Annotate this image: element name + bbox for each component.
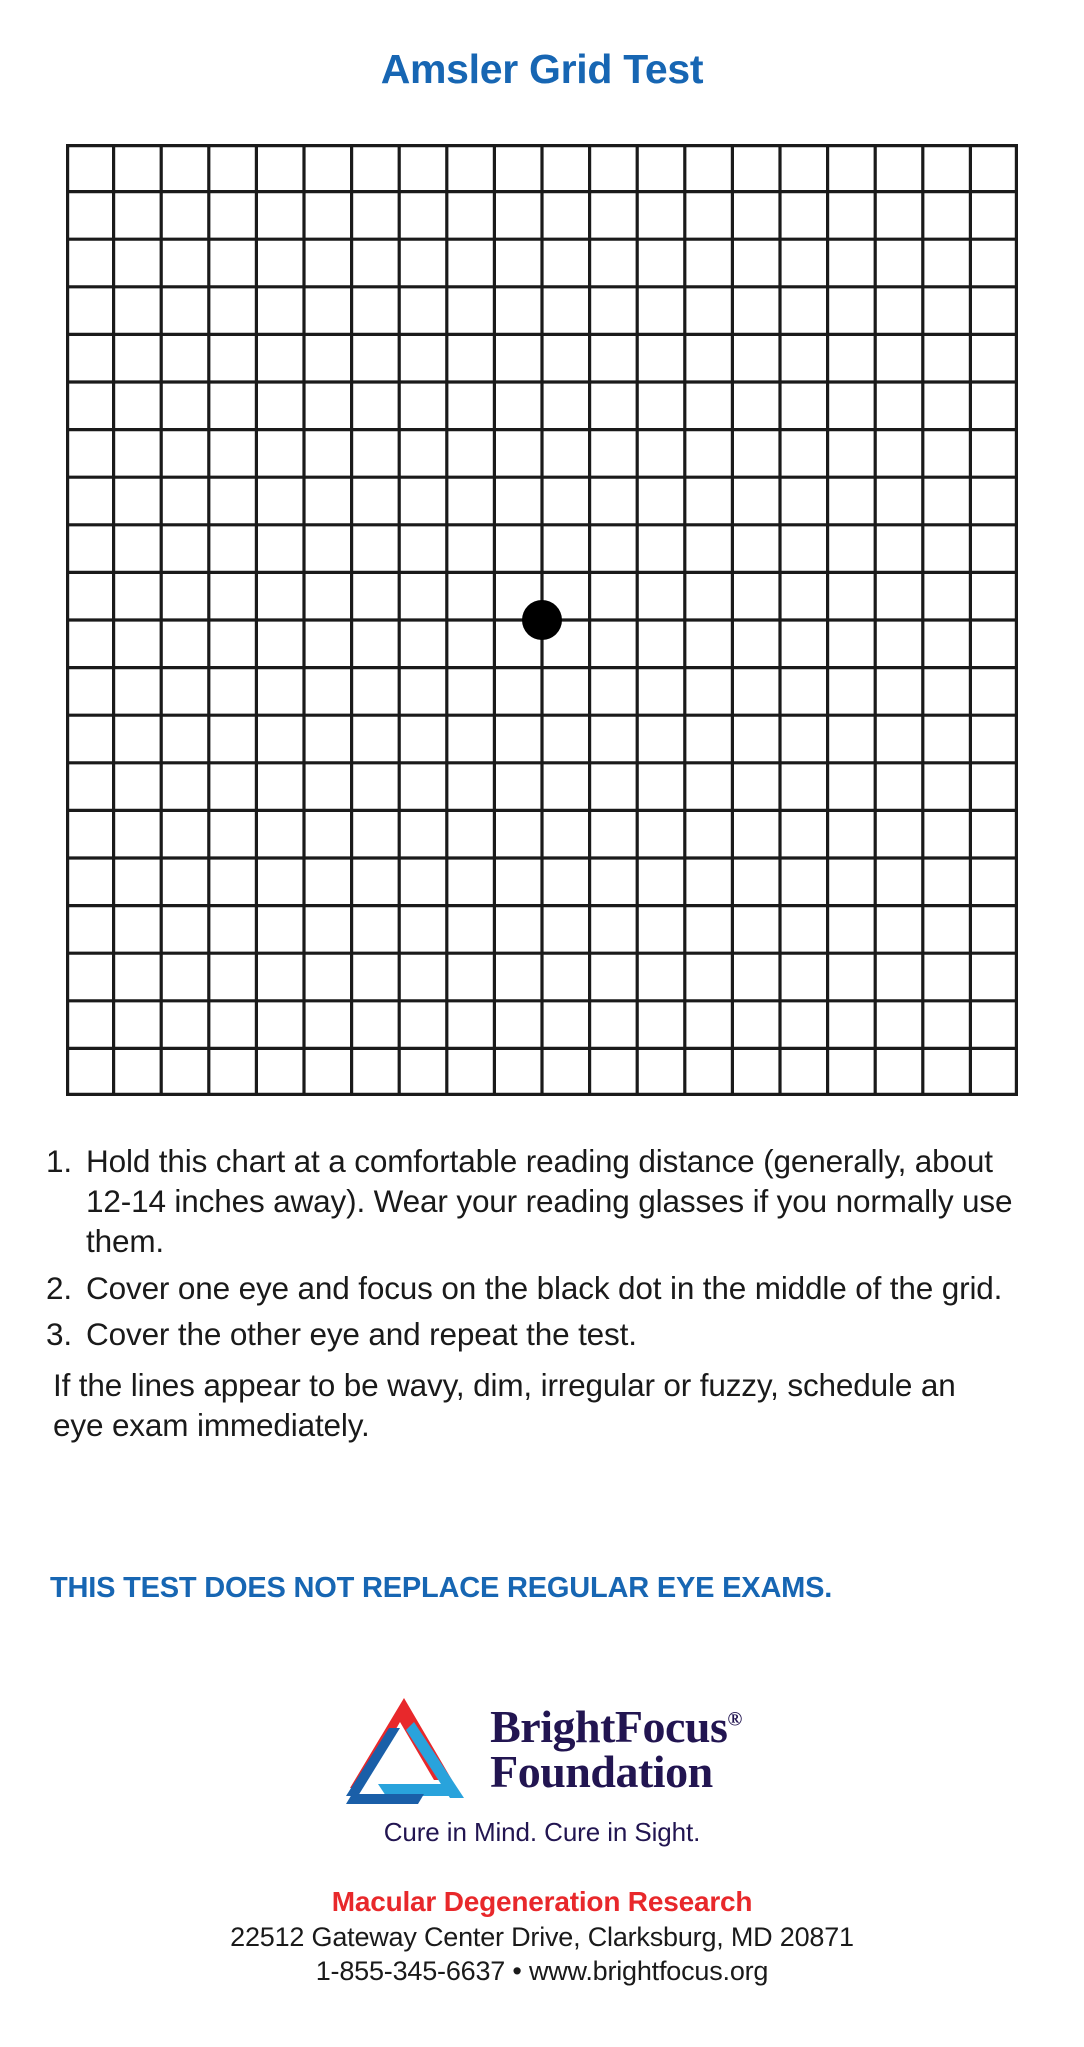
footer [0, 1886, 1084, 1987]
brightfocus-logo [0, 1692, 1084, 1848]
instruction-step-3-number: 3. [46, 1316, 72, 1353]
instruction-step-1-number: 1. [46, 1143, 72, 1179]
registered-trademark-icon: ® [727, 1709, 742, 1732]
instruction-step-2-text: Cover one eye and focus on the black dot in the middle of the grid. [86, 1269, 1003, 1306]
disclaimer-warning: THIS TEST DOES NOT REPLACE REGULAR EYE EXAMS. [50, 1572, 833, 1604]
instructions-closing-note: If the lines appear to be wavy, dim, irregular or fuzzy, schedule an eye exam immediately. [53, 1367, 956, 1444]
brightfocus-triangle-logo-icon [342, 1692, 474, 1808]
instruction-step-1 [46, 1142, 1046, 1262]
instruction-step-3-text: Cover the other eye and repeat the test. [86, 1316, 637, 1353]
logo-wordmark [490, 1701, 742, 1797]
logo-wordmark-line1: BrightFocus® [490, 1701, 742, 1753]
page-title: Amsler Grid Test [380, 46, 704, 92]
footer-contact: 1-855-345-6637 • www.brightfocus.org [315, 1956, 769, 1986]
logo-row [342, 1692, 742, 1808]
amsler-grid [66, 144, 1018, 1096]
footer-program-name: Macular Degeneration Research [331, 1886, 753, 1917]
logo-wordmark-line2: Foundation [490, 1746, 713, 1797]
instruction-step-3 [46, 1315, 1046, 1355]
logo-tagline: Cure in Mind. Cure in Sight. [383, 1817, 701, 1847]
center-black-dot [522, 600, 562, 640]
instruction-step-2 [46, 1269, 1046, 1309]
instruction-step-2-number: 2. [46, 1269, 72, 1306]
instruction-step-1-text: Hold this chart at a comfortable reading distance (generally, about 12-14 inches away). Wear your reading glasses if you normally use them. [86, 1143, 1013, 1259]
footer-address: 22512 Gateway Center Drive, Clarksburg, MD 20871 [230, 1922, 854, 1952]
instructions-list [46, 1142, 1046, 1446]
